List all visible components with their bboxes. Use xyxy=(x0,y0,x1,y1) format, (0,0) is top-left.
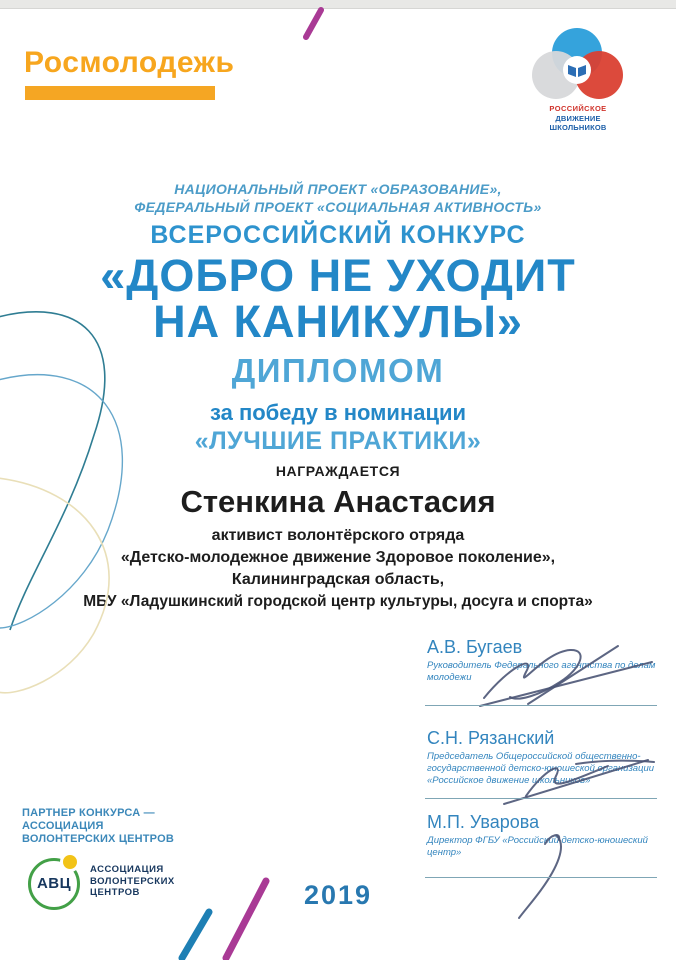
decorative-curves xyxy=(0,295,148,720)
signature-line-3 xyxy=(425,877,657,878)
signatory-title-ryazansky: Председатель Общероссийской общественно-государственной детско-юношеской организации «Российское движение школьников» xyxy=(427,751,655,786)
signatory-title-bugaev: Руководитель Федерального агентства по делам молодежи xyxy=(427,660,656,683)
signatory-name-bugaev: А.В. Бугаев xyxy=(427,637,523,657)
signature-line-1 xyxy=(425,705,657,706)
rosmolodezh-logo: Росмолодежь xyxy=(24,46,235,79)
magenta-slash-icon xyxy=(296,6,328,40)
rdsh-circles-icon xyxy=(526,26,630,102)
avc-logo-acronym: АВЦ xyxy=(36,875,72,892)
partner-caption-line3: ВОЛОНТЕРСКИХ ЦЕНТРОВ xyxy=(22,833,174,845)
avc-name-line3: ЦЕНТРОВ xyxy=(90,887,140,898)
nomination-intro: за победу в номинации xyxy=(209,400,467,425)
rosmolodezh-logo-underline xyxy=(25,86,215,100)
signature-scribble-2 xyxy=(480,748,660,810)
signature-line-2 xyxy=(425,798,657,799)
rdsh-logo-line2: ДВИЖЕНИЕ ШКОЛЬНИКОВ xyxy=(549,114,607,132)
avc-name-line2: ВОЛОНТЕРСКИХ xyxy=(90,875,175,887)
awarded-label: НАГРАЖДАЕТСЯ xyxy=(275,463,401,479)
signature-scribble-1 xyxy=(470,640,660,712)
screenshot-top-edge xyxy=(0,0,676,9)
awardee-info-line1: активист волонтёрского отряда xyxy=(211,527,465,544)
signatory-name-uvarova: М.П. Уварова xyxy=(427,812,540,832)
partner-caption-line1: ПАРТНЕР КОНКУРСА — xyxy=(22,807,155,819)
blue-stroke-icon xyxy=(182,912,209,958)
contest-title-line2: НА КАНИКУЛЫ» xyxy=(153,296,523,347)
signatory-title-uvarova: Директор ФГБУ «Российский детско-юношеский центр» xyxy=(427,835,648,858)
partner-caption-line2: АССОЦИАЦИЯ xyxy=(22,820,104,832)
bottom-decorative-strokes xyxy=(160,862,350,960)
year-label: 2019 xyxy=(303,880,373,910)
awardee-info-line4: МБУ «Ладушкинский городской центр культуры, досуга и спорта» xyxy=(83,593,593,610)
magenta-stroke-icon xyxy=(226,881,266,958)
rdsh-logo xyxy=(526,26,630,142)
awardee-info-line3: Калининградская область, xyxy=(231,571,445,588)
awardee-info-line2: «Детско-молодежное движение Здоровое поколение», xyxy=(120,549,556,566)
rdsh-logo-line1: РОССИЙСКОЕ xyxy=(549,104,607,113)
nomination-title: «ЛУЧШИЕ ПРАКТИКИ» xyxy=(194,427,482,455)
national-project-line: НАЦИОНАЛЬНЫЙ ПРОЕКТ «ОБРАЗОВАНИЕ», xyxy=(174,181,502,197)
partner-caption xyxy=(22,807,174,846)
avc-logo-yellow-dot-icon xyxy=(60,852,80,872)
contest-label: ВСЕРОССИЙСКИЙ КОНКУРС xyxy=(150,221,526,249)
awardee-name: Стенкина Анастасия xyxy=(180,484,496,519)
federal-project-line: ФЕДЕРАЛЬНЫЙ ПРОЕКТ «СОЦИАЛЬНАЯ АКТИВНОСТЬ» xyxy=(134,199,542,215)
avc-name-line1: АССОЦИАЦИЯ xyxy=(90,864,164,875)
contest-title-line1: «ДОБРО НЕ УХОДИТ xyxy=(100,250,576,301)
signatory-name-ryazansky: С.Н. Рязанский xyxy=(427,728,555,748)
diploma-word: ДИПЛОМОМ xyxy=(231,352,445,389)
